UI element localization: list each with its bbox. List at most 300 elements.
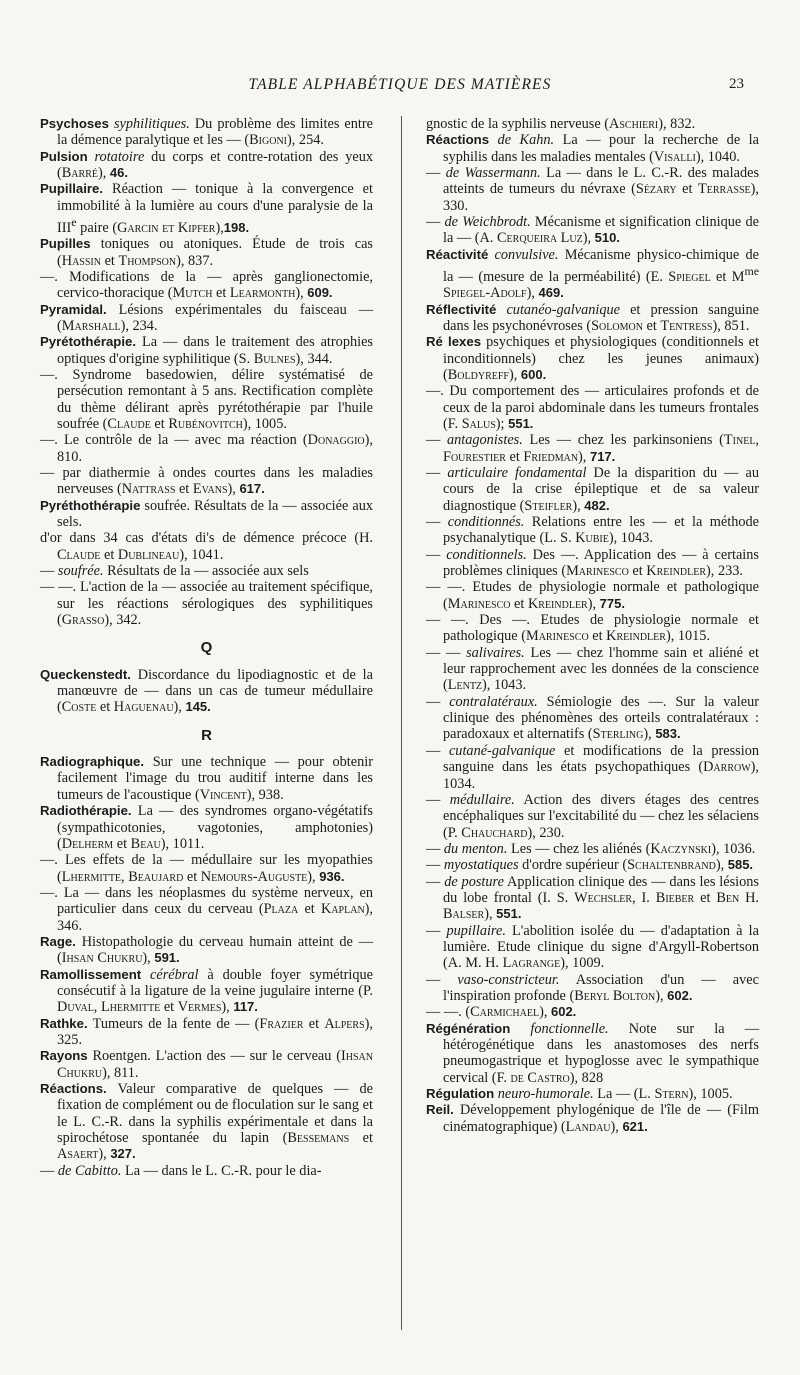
author-name: Marinesco: [447, 595, 511, 612]
entry-text: et: [676, 181, 699, 198]
entry-text: Réaction — tonique à la convergence et immobilité à la lumière au cours d'une paralysie de la III: [57, 181, 373, 236]
entry-text: ), 325.: [57, 1015, 373, 1048]
entry-text: à double foyer symétrique consécutif à la ligature de la veine jugulaire interne (P.: [57, 966, 373, 999]
index-entry: [40, 967, 373, 1016]
entry-text: ), 1036.: [711, 840, 756, 857]
entry-text: La — (L.: [593, 1086, 655, 1103]
author-name: Schaltenbrand: [627, 857, 716, 874]
author-name: Friedman: [523, 448, 579, 465]
entry-text: );: [495, 415, 509, 432]
index-entry: [426, 1086, 759, 1102]
italic-term: pupillaire.: [446, 922, 506, 939]
entry-text: — —. (: [426, 1004, 471, 1021]
entry-text: et: [298, 901, 321, 918]
italic-term: de Cabitto.: [57, 1162, 122, 1179]
entry-text: — —. L'action de la — associée au traitement spécifique, sur les réactions sérologiques des syphilitiques (: [40, 579, 373, 629]
headword: Pulsion: [40, 148, 88, 164]
entry-text: Application clinique des — dans les lésions du lobe frontal (I. S.: [443, 873, 759, 906]
author-name: Kreindler: [646, 563, 707, 580]
entry-text: —. Syndrome basedowien, délire systématisé de persécution remontant à 5 ans. Rectification complète du thème délirant après pyrétothérapie par l'huile soufrée (: [40, 366, 373, 432]
page-ref-bold: 621.: [622, 1118, 648, 1134]
entry-text: ),: [526, 285, 539, 302]
index-entry: [40, 1016, 373, 1049]
headword: Radiographique.: [40, 754, 145, 770]
author-name: Learmonth: [229, 285, 296, 302]
headword: Pupilles: [40, 236, 91, 252]
entry-text: ), 832.: [658, 116, 696, 132]
entry-text: La — dans le traitement des atrophies optiques d'origine syphilitique (S.: [57, 334, 373, 367]
italic-term: du menton.: [443, 840, 508, 857]
entry-text: ),: [582, 230, 595, 247]
author-name: Bulnes: [253, 350, 296, 367]
author-name: Lagrange: [502, 955, 561, 972]
index-entry: [426, 874, 759, 923]
entry-text: Roentgen. L'action des — sur le cerveau (: [87, 1048, 341, 1065]
entry-text: ), 1011.: [160, 835, 205, 852]
index-entry: [426, 1004, 759, 1020]
author-name: Nattrass: [121, 481, 176, 498]
entry-text: —: [426, 165, 446, 182]
entry-text: — —: [426, 644, 467, 661]
headword: Réactions.: [40, 1081, 107, 1097]
entry-text: —: [40, 563, 58, 580]
italic-term: fonctionnelle.: [510, 1020, 609, 1037]
index-entry: [40, 302, 373, 335]
index-entry: [40, 149, 373, 182]
headword: Régénération: [426, 1020, 511, 1036]
page-ref-bold: 510.: [594, 230, 620, 246]
entry-text: ),: [142, 950, 155, 967]
index-entry: [40, 334, 373, 367]
entry-text: et modifications de la pression sanguine dans les états psychopathiques (: [443, 742, 759, 776]
author-name: Spiegel: [668, 268, 711, 285]
author-name: Dublineau: [117, 546, 180, 563]
entry-text: ), 810.: [57, 432, 373, 465]
entry-text: ),: [539, 1004, 551, 1021]
entry-text: ),: [173, 699, 186, 716]
entry-text: L'abolition isolée du — d'adaptation à la lumière. Etude clinique du signe d'Argyll-Robertson (A. M. H.: [443, 922, 759, 972]
italic-term: articulaire fondamental: [447, 464, 587, 481]
author-name: Balser: [443, 906, 485, 923]
index-entry: [40, 1163, 373, 1179]
entry-text: Histopathologie du cerveau humain atteint de — (: [57, 933, 373, 967]
author-name: Beryl Bolton: [574, 987, 656, 1004]
author-name: Vermes: [177, 999, 222, 1016]
headword: Reil.: [426, 1102, 454, 1118]
entry-text: ), 1005.: [688, 1086, 733, 1103]
page-ref-bold: 482.: [584, 497, 610, 513]
headword: Pyramidal.: [40, 301, 107, 317]
index-entry: [426, 1021, 759, 1086]
headword: Rayons: [40, 1048, 88, 1064]
entry-text: —: [426, 857, 444, 874]
entry-text: ),: [715, 857, 728, 874]
entry-text: Lésions expérimentales du faisceau — (: [57, 301, 373, 334]
entry-text: d'ordre supérieur (: [518, 857, 628, 874]
index-entry: [40, 563, 373, 579]
index-entry: [40, 754, 373, 803]
page-ref-bold: 617.: [239, 481, 265, 497]
italic-term: cérébral: [141, 966, 199, 983]
entry-text: et pression sanguine dans les psychonévroses (: [443, 301, 760, 334]
index-entry: [426, 972, 759, 1005]
entry-text: ),: [97, 165, 110, 182]
entry-text: —: [426, 546, 447, 563]
author-name: Steifler: [524, 497, 573, 514]
entry-text: et: [642, 317, 661, 334]
entry-text: Valeur comparative de quelques — de fixation de complément ou de floculation sur le sang et le L. C.-R. dans la syphilis expérimentale et dans la spirochétose spontanée du lapin (: [57, 1081, 373, 1147]
page-ref-bold: 46.: [109, 165, 128, 181]
entry-text: soufrée. Résultats de la — associée aux sels.: [57, 497, 373, 531]
page-ref-bold: 717.: [589, 448, 616, 464]
author-name: Mutch: [172, 285, 213, 302]
entry-text: ), 1034.: [443, 759, 759, 792]
section-letter: R: [201, 726, 212, 744]
entry-text: gnostic de la syphilis nerveuse (: [426, 116, 610, 132]
entry-text: ), 233.: [706, 563, 743, 580]
headword: Régulation: [426, 1086, 495, 1102]
entry-text: ),: [307, 868, 320, 885]
author-name: Plaza: [263, 901, 299, 918]
italic-term: myostatiques: [443, 857, 519, 874]
italic-term: salivaires.: [466, 644, 525, 661]
author-name: Ben: [716, 889, 740, 906]
entry-text: Discordance du lipodiagnostic et de la manœuvre de — dans un cas de tumeur médullaire (: [57, 666, 373, 716]
index-entry: [40, 116, 373, 149]
author-name: Grasso: [61, 612, 105, 629]
index-entry: [426, 514, 759, 547]
headword: Ramollissement: [40, 966, 142, 982]
index-entry: [40, 803, 373, 852]
index-entry: [40, 498, 373, 531]
entry-text: — par diathermie à ondes courtes dans les maladies nerveuses (: [40, 464, 373, 498]
author-name: Duval, Lhermitte: [57, 999, 161, 1016]
index-entry: [426, 383, 759, 432]
entry-text: ),: [578, 448, 590, 465]
italic-term: neuro-humorale.: [494, 1086, 594, 1103]
entry-text: Association d'un — avec l'inspiration profonde (: [443, 971, 759, 1004]
entry-text: La — dans le L. C.-R. pour le dia-: [121, 1162, 322, 1179]
entry-text: Les — chez les aliénés (: [507, 840, 651, 857]
italic-term: de Kahn.: [489, 132, 555, 149]
author-name: Boldyreff: [447, 366, 509, 383]
entry-text: et: [510, 595, 528, 612]
page-ref-bold: 327.: [110, 1146, 136, 1162]
entry-text: ),: [508, 366, 521, 383]
italic-term: antagonistes.: [446, 432, 523, 449]
entry-text: Développement phylogénique de l'île de — (Film cinématographique) (: [443, 1102, 759, 1135]
page-ref-bold: 591.: [154, 950, 180, 966]
entry-text: et: [150, 415, 169, 432]
italic-term: convulsive.: [488, 246, 559, 263]
index-entry: [426, 432, 759, 465]
section-letter: Q: [200, 639, 213, 657]
author-name: Terrasse: [698, 181, 751, 198]
entry-text: —. La — dans les néoplasmes du système nerveux, en particulier dans ceux du cerveau (: [40, 884, 373, 918]
entry-text: ), 344.: [295, 350, 333, 367]
author-name: Carmichael: [470, 1004, 540, 1021]
index-entry: [426, 841, 759, 857]
index-entry: [40, 885, 373, 934]
headword: Réactions: [426, 132, 490, 148]
entry-text: ), 234.: [120, 317, 158, 334]
entry-text: Sur une technique — pour obtenir facilement l'image du trou auditif interne dans les tumeurs de l'acoustique (: [57, 754, 373, 803]
entry-text: —. Le contrôle de la — avec ma réaction (: [40, 432, 308, 449]
entry-text: —: [426, 791, 450, 808]
entry-text: paire (: [76, 219, 118, 236]
author-name: Tentress: [660, 317, 713, 334]
author-name: Asaert: [57, 1146, 99, 1163]
headword: Réactivité: [426, 246, 489, 262]
entry-text: ), 837.: [176, 252, 214, 269]
entry-text: —: [426, 693, 450, 710]
author-name: Bieber: [655, 889, 695, 906]
author-name: Bessemans: [287, 1130, 350, 1147]
entry-text: Mécanisme physico-chimique de la — (mesure de la perméabilité) (E.: [443, 246, 760, 285]
italic-term: cutané-galvanique: [448, 742, 556, 759]
headword: Pupillaire.: [40, 181, 104, 197]
author-name: Nemours-Auguste: [200, 868, 308, 885]
author-name: Garcin et Kipfer: [117, 219, 216, 236]
italic-term: rotatoire: [87, 148, 145, 165]
entry-text: ),: [587, 595, 600, 612]
page-ref-bold: 600.: [520, 366, 547, 382]
entry-text: ),: [221, 999, 234, 1016]
page-ref-bold: 551.: [508, 415, 534, 431]
headword: Réflectivité: [426, 301, 497, 317]
index-entry: [426, 214, 759, 247]
entry-text: ), 811.: [102, 1064, 139, 1081]
entry-text: du corps et contre-rotation des yeux (: [57, 148, 373, 182]
entry-text: ), 1043.: [608, 530, 653, 547]
index-entry: [426, 247, 759, 302]
entry-text: ),: [572, 497, 585, 514]
entry-text: ), 1015.: [665, 628, 711, 645]
entry-text: ), 346.: [57, 901, 374, 934]
entry-text: ), 1041.: [179, 546, 224, 563]
entry-text: psychiques et physiologiques (conditionnels et inconditionnels) chez les jeunes animaux) (: [443, 334, 759, 383]
entry-text: et: [100, 546, 118, 563]
italic-term: cutanéo-galvanique: [496, 301, 620, 318]
entry-text: et: [175, 481, 193, 498]
author-name: Tinel, Fourestier: [443, 432, 759, 465]
headword: Rathke.: [40, 1015, 88, 1031]
author-name: Alpers: [324, 1015, 365, 1032]
author-name: Hassin: [61, 252, 101, 269]
entry-text: ), 1043.: [482, 677, 527, 694]
italic-term: conditionnés.: [447, 514, 525, 531]
entry-text: ), 254.: [287, 132, 324, 149]
index-entry: [426, 302, 759, 335]
index-entry: [426, 465, 759, 514]
author-name: Kreindler: [606, 628, 666, 645]
entry-text: ), 828: [569, 1069, 604, 1086]
index-entry: [426, 334, 759, 383]
index-entry: [40, 367, 373, 432]
page-ref-bold: 936.: [319, 868, 345, 884]
author-name: Salus: [461, 415, 496, 432]
author-name: Marshall: [61, 317, 121, 334]
entry-text: ),: [98, 1146, 111, 1163]
author-name: Sterling: [592, 726, 644, 743]
italic-term: de Wassermann.: [445, 165, 541, 182]
entry-text: Les — chez l'homme sain et aliéné et leur rapprochement avec les données de la conscience (: [443, 644, 759, 694]
italic-term: de Weichbrodt.: [444, 214, 531, 231]
author-name: Delherm: [61, 835, 114, 852]
page-ref-bold: 198.: [223, 219, 250, 235]
index-entry: [426, 694, 759, 743]
author-name: Ihsan Chukru: [61, 950, 143, 967]
entry-text: —: [426, 514, 448, 531]
entry-text: ), 1040.: [695, 148, 740, 165]
headword: Radiothérapie.: [40, 803, 132, 819]
author-name: Coste: [61, 699, 97, 716]
entry-text: ),: [295, 285, 308, 302]
entry-text: Sémiologie des —. Sur la valeur clinique des phénomènes des orteils contralatéraux : paradoxaux et alternatifs (: [443, 693, 759, 743]
entry-text: — —. Etudes de physiologie normale et pathologique (: [426, 579, 759, 612]
entry-text: —. Modifications de la — après ganglionectomie, cervico-thoracique (: [40, 268, 373, 302]
entry-text: et: [303, 1015, 325, 1032]
author-name: Barré: [61, 165, 98, 182]
entry-text: —: [426, 873, 445, 890]
entry-text: ), 342.: [104, 612, 142, 629]
index-entry: [426, 612, 759, 645]
index-entry: [426, 857, 759, 873]
entry-text: Des —. Application des — à certains problèmes cliniques (: [443, 546, 759, 580]
italic-term: médullaire.: [449, 791, 515, 808]
author-name: de Castro: [510, 1069, 570, 1086]
page-ref-bold: 775.: [599, 595, 625, 611]
headword: Queckenstedt.: [40, 666, 131, 682]
entry-text: ), 938.: [246, 786, 284, 803]
page-number: 23: [729, 76, 744, 92]
index-entry: [426, 165, 759, 214]
author-name: Visalli: [653, 148, 696, 165]
headword: Pyrétothérapie.: [40, 334, 137, 350]
entry-text: Du problème des limites entre la démence paralytique et les — (: [57, 116, 374, 149]
page-ref-bold: 469.: [538, 285, 564, 301]
entry-text: et: [183, 868, 201, 885]
index-entry: [40, 934, 373, 967]
author-name: Ihsan Chukru: [57, 1048, 373, 1081]
author-name: Vincent: [199, 786, 247, 803]
author-name: Kaplan: [321, 901, 365, 918]
page-ref-bold: 602.: [667, 987, 693, 1003]
entry-text: et: [101, 252, 119, 269]
right-column: [426, 116, 759, 1135]
author-name: Kaczynski: [650, 840, 712, 857]
index-entry: [40, 236, 373, 269]
author-name: Stern: [654, 1086, 689, 1103]
entry-text: et: [349, 1130, 373, 1147]
entry-text: Action des divers étages des centres encéphaliques sur l'excitabilité du — chez les sélaciens (P.: [443, 791, 760, 841]
entry-text: — —. Des —. Etudes de physiologie normale et pathologique (: [426, 612, 759, 645]
page-title: TABLE ALPHABÉTIQUE DES MATIÈRES: [248, 76, 552, 93]
author-name: Claude: [107, 415, 151, 432]
author-name: Kubie: [575, 530, 609, 547]
author-name: Darrow: [703, 759, 751, 776]
index-entry: [40, 667, 373, 716]
column-divider: [401, 116, 402, 1330]
index-entry: [426, 792, 759, 841]
index-entry: [40, 181, 373, 236]
headword: Rage.: [40, 933, 76, 949]
index-entry: [40, 465, 373, 498]
index-entry: [40, 432, 373, 465]
index-entry: [426, 547, 759, 580]
index-entry: [40, 1081, 373, 1163]
author-name: Donaggio: [307, 432, 365, 449]
author-name: Evans: [192, 481, 228, 498]
entry-text: —: [426, 432, 447, 449]
author-name: Haguenau: [113, 699, 174, 716]
author-name: Bigoni: [249, 132, 288, 149]
author-name: Kreindler: [527, 595, 588, 612]
entry-text: —: [426, 971, 458, 988]
author-name: Marinesco: [525, 628, 589, 645]
page-ref-bold: 117.: [233, 999, 258, 1015]
entry-text: d'or dans 34 cas d'états di's de démence précoce (H.: [40, 530, 373, 547]
entry-text: Résultats de la — associée aux sels: [103, 563, 309, 580]
italic-term: de posture: [444, 873, 504, 890]
author-name: Wechsler: [574, 889, 633, 906]
index-entry-continued: [426, 116, 759, 132]
author-name: Spiegel-Adolf: [443, 285, 527, 302]
page-ref-bold: 602.: [550, 1004, 577, 1020]
index-entry: [426, 645, 759, 694]
page-ref-bold: 551.: [496, 906, 522, 922]
entry-text: H.: [739, 889, 759, 906]
entry-text: La — dans le L. C.-R. des malades atteints de tumeurs du névraxe (: [443, 165, 760, 198]
index-entry: [426, 579, 759, 612]
page-ref-bold: 585.: [727, 857, 754, 873]
author-name: Marinesco: [566, 563, 629, 580]
entry-text: ), 230.: [527, 824, 565, 841]
index-entry: [40, 579, 373, 628]
headword: Psychoses: [40, 116, 109, 131]
entry-text: ),: [215, 219, 224, 236]
entry-text: La — des syndromes organo-végétatifs (sympathicotonies, vagotonies, amphotonies) (: [57, 803, 373, 852]
author-name: Frazier: [259, 1015, 304, 1032]
page-ref-bold: 583.: [655, 726, 681, 742]
entry-text: —: [40, 1162, 58, 1179]
entry-text: —. Du comportement des — articulaires profonds et de ceux de la paroi abdominale dans les tumeurs frontales (F.: [426, 383, 759, 432]
index-entry: [426, 132, 759, 165]
entry-text: et: [628, 563, 647, 580]
index-entry: [40, 1048, 373, 1081]
entry-text: ), 330.: [443, 181, 759, 214]
author-name: Chauchard: [461, 824, 528, 841]
headword: Pyréthothérapie: [40, 497, 141, 513]
entry-text: Note sur la — hétérogénétique dans les anastomoses des nerfs pneumogastrique et hypoglosse avec le sympathique cervical (F.: [443, 1020, 759, 1086]
entry-text: et: [96, 699, 114, 716]
entry-text: et: [588, 628, 607, 645]
entry-text: ),: [227, 481, 240, 498]
italic-term: vaso-constricteur.: [457, 971, 560, 988]
author-name: Rubénovitch: [168, 415, 243, 432]
page-ref-bold: 145.: [185, 699, 211, 715]
italic-term: syphilitiques.: [108, 116, 190, 132]
page-ref-bold: 609.: [307, 285, 333, 301]
entry-text: et: [505, 448, 524, 465]
author-name: Aschieri: [609, 116, 659, 132]
index-entry: [40, 269, 373, 302]
index-entry: [426, 1102, 759, 1135]
entry-text: —: [426, 464, 448, 481]
entry-text: Tumeurs de la fente de — (: [87, 1015, 260, 1032]
author-name: Sézary: [635, 181, 677, 198]
entry-text: ),: [643, 726, 656, 743]
